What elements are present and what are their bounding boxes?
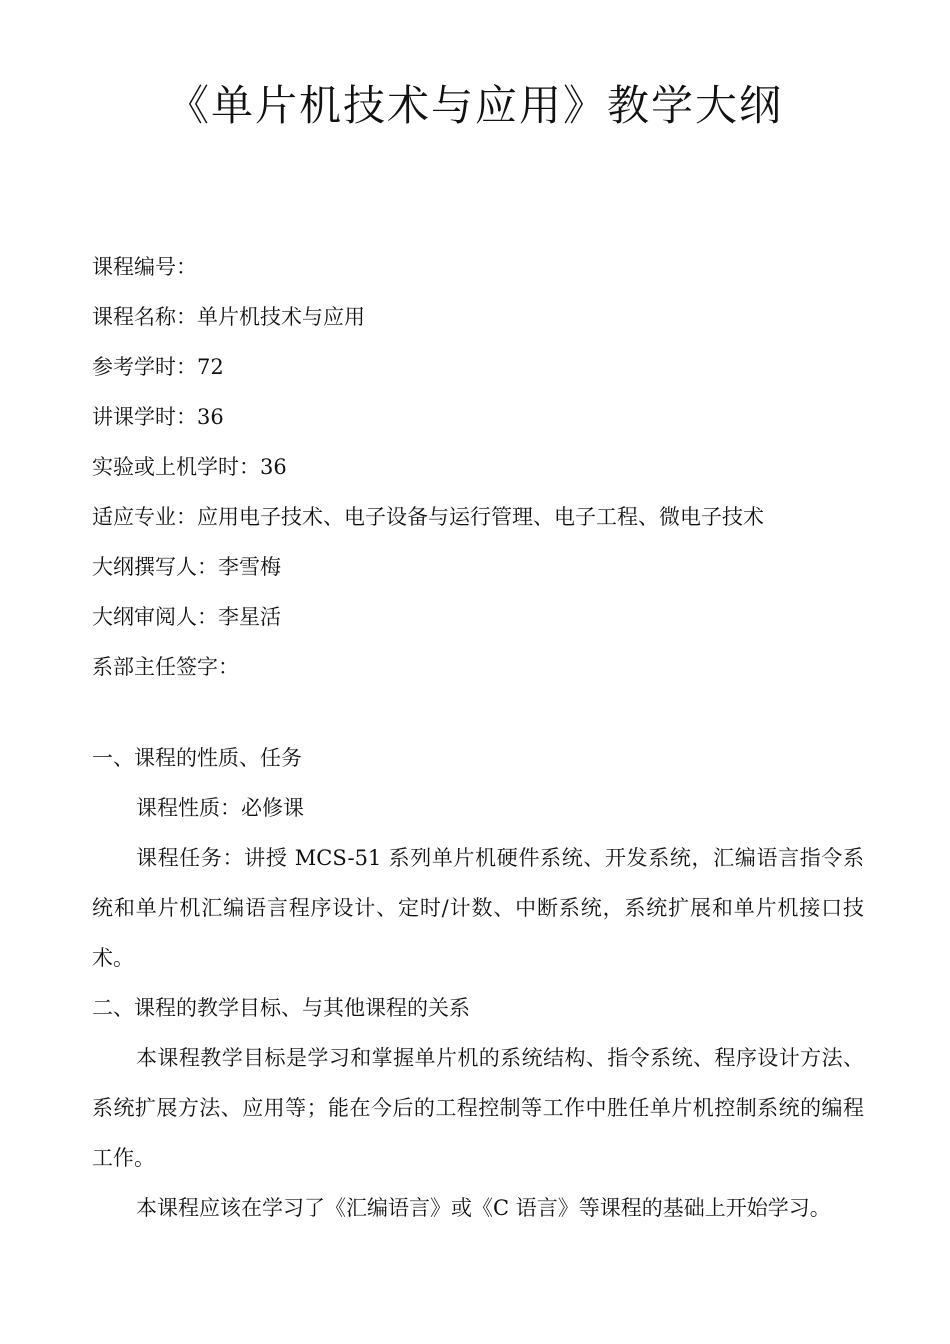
section-heading-nature: 一、课程的性质、任务 [92,746,302,770]
section-heading-goals: 二、课程的教学目标、与其他课程的关系 [92,996,470,1020]
course-info [92,242,872,692]
syllabus-reviewer: 大纲审阅人：李星活 [92,605,281,629]
syllabus-author: 大纲撰写人：李雪梅 [92,555,281,579]
syllabus-body [92,733,864,1233]
lab-hours: 实验或上机学时：36 [92,455,287,479]
course-task: 课程任务：讲授 MCS-51 系列单片机硬件系统、开发系统，汇编语言指令系统和单片机汇编语言程序设计、定时/计数、中断系统，系统扩展和单片机接口技术。 [92,846,864,970]
course-code: 课程编号： [92,255,197,279]
lecture-hours: 讲课学时：36 [92,405,224,429]
course-relation: 本课程应该在学习了《汇编语言》或《C 语言》等课程的基础上开始学习。 [136,1196,831,1220]
department-head-signature: 系部主任签字： [92,655,239,679]
course-name: 课程名称：单片机技术与应用 [92,305,365,329]
course-nature: 课程性质：必修课 [136,796,304,820]
course-goal: 本课程教学目标是学习和掌握单片机的系统结构、指令系统、程序设计方法、系统扩展方法、应用等；能在今后的工程控制等工作中胜任单片机控制系统的编程工作。 [92,1046,864,1170]
reference-hours: 参考学时：72 [92,355,224,379]
applicable-majors: 适应专业：应用电子技术、电子设备与运行管理、电子工程、微电子技术 [92,505,764,529]
document-title: 《单片机技术与应用》教学大纲 [166,81,783,130]
